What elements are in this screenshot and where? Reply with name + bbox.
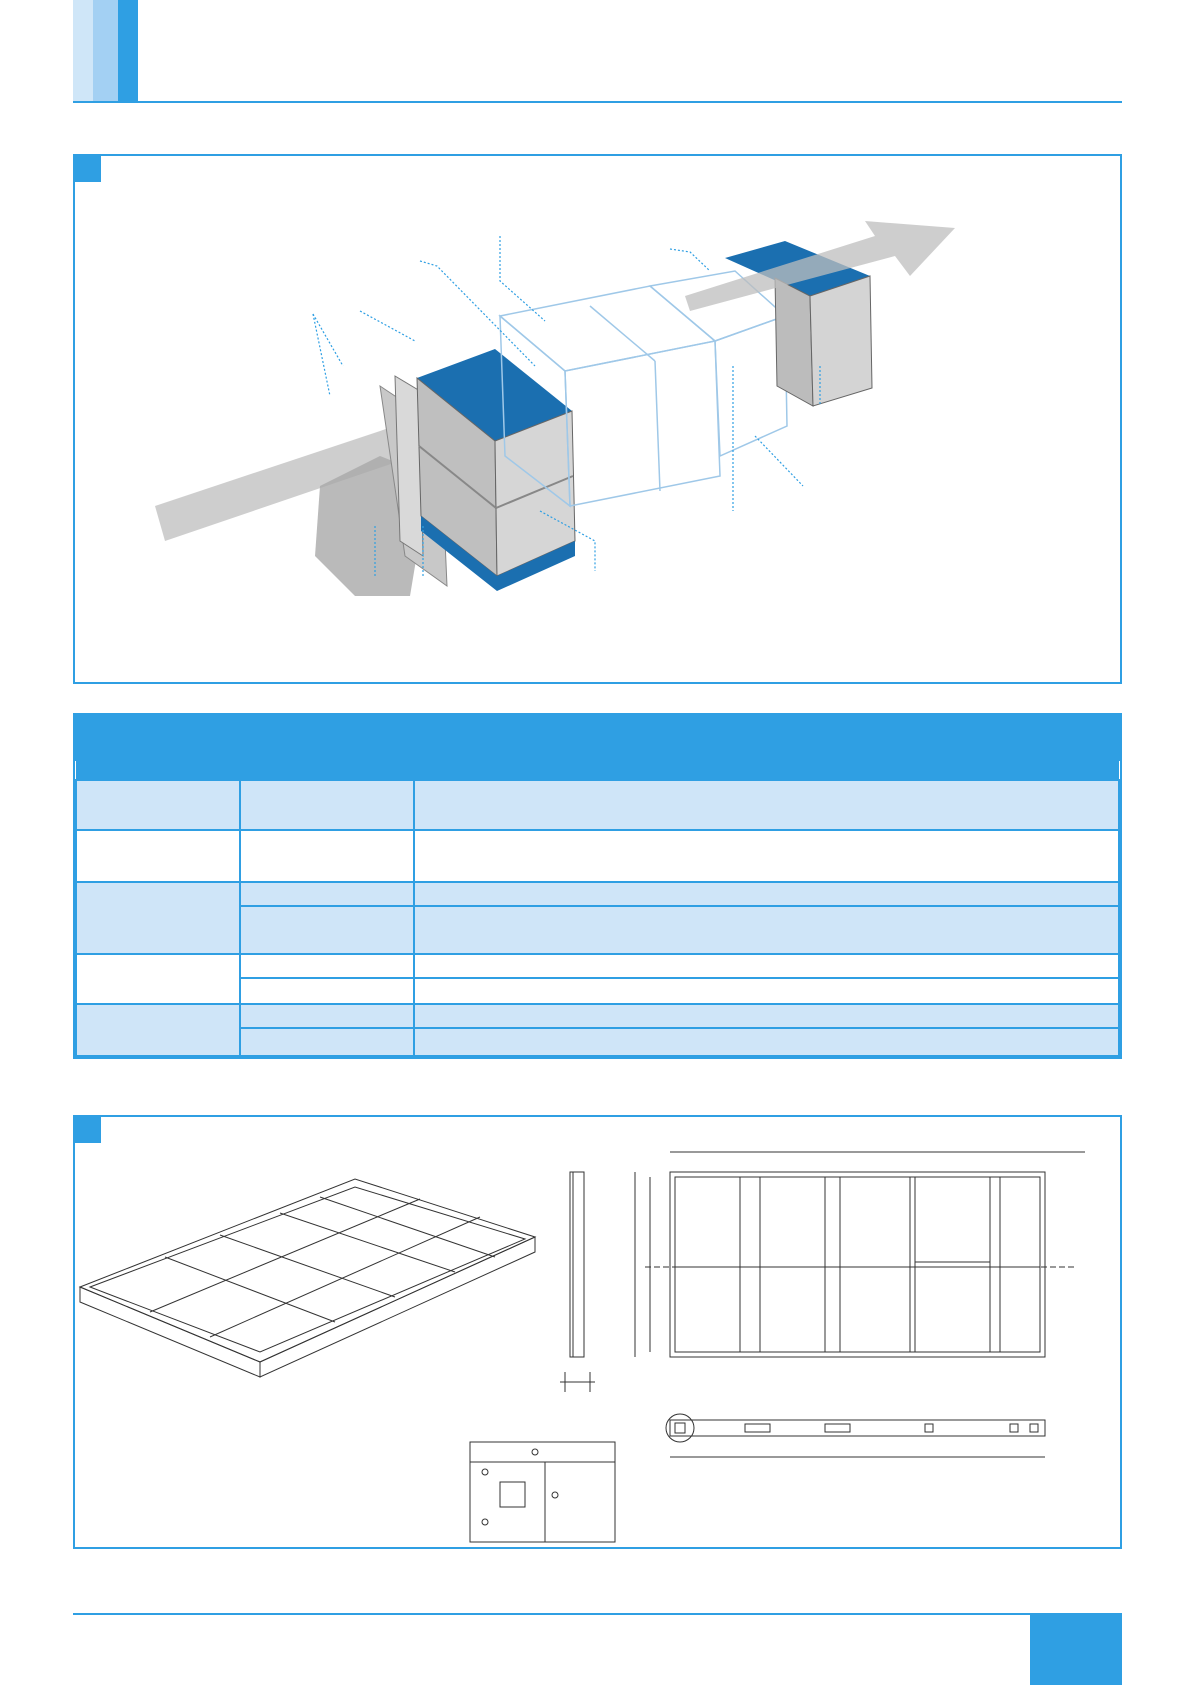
header-accent-bar-light <box>73 0 93 102</box>
base-frame-panel <box>73 1115 1122 1549</box>
table-row <box>76 1004 1119 1028</box>
table-cell-desc <box>414 1004 1119 1028</box>
table-cell-item <box>240 978 414 1004</box>
components-table <box>73 713 1122 1059</box>
unit-right-front <box>775 278 813 406</box>
table-cell-group <box>76 830 240 882</box>
table-row <box>76 780 1119 830</box>
table-cell-desc <box>414 882 1119 906</box>
base-frame-isometric <box>80 1179 535 1377</box>
table-cell-group <box>76 882 240 954</box>
exploded-view-illustration <box>75 156 1120 682</box>
page-number-box <box>1030 1613 1122 1685</box>
table-header-cell <box>76 716 240 760</box>
table-row <box>76 882 1119 906</box>
table-cell-item <box>240 1028 414 1056</box>
base-frame-drawing <box>75 1117 1120 1547</box>
table-cell-group <box>76 1004 240 1056</box>
table-row <box>76 954 1119 978</box>
table-cell-desc <box>414 830 1119 882</box>
base-frame-elevation-view <box>666 1414 1045 1457</box>
table-cell-desc <box>414 780 1119 830</box>
table-cell-item <box>240 1004 414 1028</box>
table-cell-desc <box>414 978 1119 1004</box>
table-cell-desc <box>414 906 1119 954</box>
table-cell-group <box>76 954 240 1004</box>
header-rule <box>73 101 1122 103</box>
base-frame-corner-detail <box>470 1442 615 1542</box>
table-cell-item <box>240 882 414 906</box>
unit-right-side <box>810 276 872 406</box>
table-header-cell <box>414 716 1119 760</box>
table-cell-item <box>240 906 414 954</box>
header-accent-bar-mid <box>93 0 118 102</box>
table-row <box>76 830 1119 882</box>
table-cell-group <box>76 780 240 830</box>
table-cell-item <box>240 954 414 978</box>
table-cell-desc <box>414 1028 1119 1056</box>
table-cell-item <box>240 830 414 882</box>
base-frame-plan-view <box>635 1152 1085 1357</box>
table-header-cell <box>240 716 414 760</box>
table-cell-item <box>240 780 414 830</box>
header-accent-bar-dark <box>118 0 138 102</box>
table-cell-desc <box>414 954 1119 978</box>
footer-rule <box>73 1613 1122 1615</box>
exploded-view-panel <box>73 154 1122 684</box>
table-top-bar <box>76 760 1119 780</box>
base-frame-side-profile <box>560 1172 595 1392</box>
